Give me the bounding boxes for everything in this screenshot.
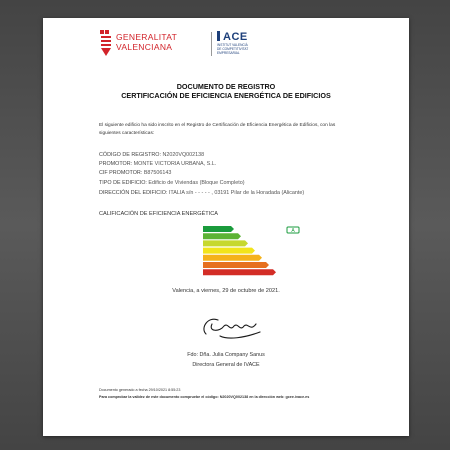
- energy-rating-scale: [203, 224, 313, 278]
- rating-bar: [203, 226, 234, 232]
- ace-sub3: EMPRESARIAL: [217, 51, 240, 55]
- rating-bar: [203, 262, 269, 268]
- field-registro: [99, 152, 204, 158]
- field-label: CIF PROMOTOR:: [99, 170, 143, 176]
- field-value: MONTE VICTORIA URBANA, S.L.: [133, 161, 217, 167]
- field-value: N2020VQ002138: [162, 152, 205, 158]
- rating-bar: [203, 269, 276, 275]
- signer-role: Directora General de IVACE: [192, 362, 260, 368]
- footer-verify: Para comprobar la validez de este documento compruebe el código: N2020VQ002138 en la dirección web: gcee.ivace.es: [99, 395, 310, 399]
- rating-indicator: [287, 227, 299, 234]
- intro-line2: siguientes características:: [99, 131, 155, 136]
- place-date: Valencia, a viernes, 29 de octubre de 2021.: [172, 288, 280, 294]
- ace-sub2: DE COMPETITIVITAT: [217, 47, 249, 51]
- handwritten-signature: [198, 310, 268, 344]
- document-subtitle: CERTIFICACIÓN DE EFICIENCIA ENERGÉTICA DE EDIFICIOS: [121, 91, 331, 100]
- ivace-logo: [217, 31, 271, 57]
- intro-text: [99, 122, 349, 138]
- footer-generated: Documento generado a fecha 29/10/2021 8:55:23: [99, 388, 181, 392]
- intro-line1: El siguiente edificio ha sido inscrito en el Registro de Certificación de Eficiencia Energética de Edificios, con las: [99, 123, 336, 128]
- field-value: Edificio de Viviendas (Bloque Completo): [148, 180, 245, 186]
- certificate-page: [43, 18, 409, 436]
- rating-bar: [203, 255, 262, 261]
- field-label: PROMOTOR:: [99, 161, 133, 167]
- field-tipo: [99, 180, 245, 186]
- rating-value: A: [291, 228, 295, 234]
- gva-line2: VALENCIANA: [116, 42, 173, 52]
- field-value: B87506143: [143, 170, 172, 176]
- field-direccion: [99, 190, 304, 196]
- field-label: DIRECCIÓN DEL EDIFICIO:: [99, 190, 168, 196]
- rating-title: CALIFICACIÓN DE EFICIENCIA ENERGÉTICA: [99, 211, 219, 217]
- signer-name: Fdo: Dña. Julia Company Sanus: [187, 352, 265, 358]
- generalitat-crest-icon: [99, 30, 113, 56]
- field-value: ITALIA s/n - - - - - , 03191 Pilar de la Horadada (Alicante): [168, 190, 305, 196]
- generalitat-valenciana-logo: [99, 28, 189, 58]
- rating-bar: [203, 248, 255, 254]
- rating-bar: [203, 233, 241, 239]
- document-title: DOCUMENTO DE REGISTRO: [176, 82, 276, 91]
- field-label: CÓDIGO DE REGISTRO:: [99, 152, 161, 158]
- ace-sub1: INSTITUT VALENCIÀ: [217, 43, 248, 47]
- gva-line1: GENERALITAT: [116, 32, 178, 42]
- field-cif: [99, 170, 171, 176]
- ace-wordmark: ACE: [223, 31, 248, 43]
- field-promotor: [99, 161, 216, 167]
- field-label: TIPO DE EDIFICIO:: [99, 180, 147, 186]
- rating-bar: [203, 240, 248, 246]
- logo-divider: [211, 32, 212, 56]
